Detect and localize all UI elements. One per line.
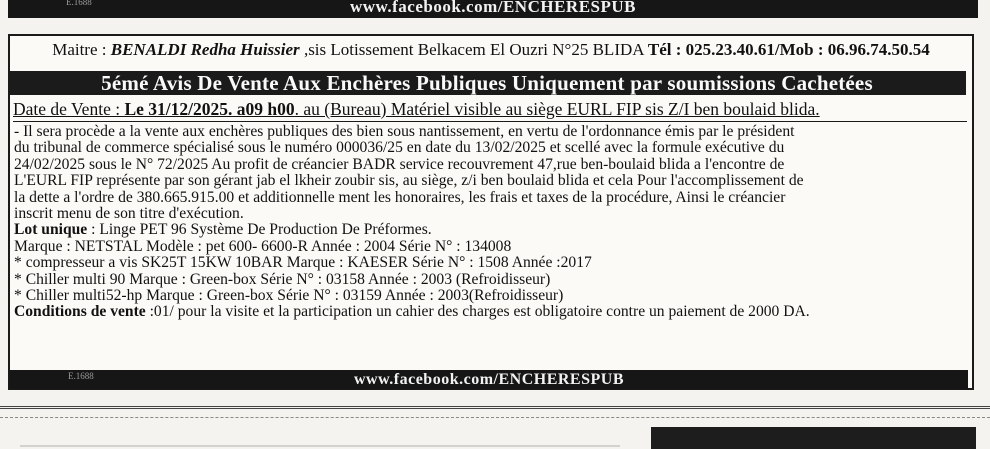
- top-banner: [8, 0, 978, 18]
- next-section-header-block: [651, 427, 976, 449]
- top-banner-url[interactable]: www.facebook.com/ENCHERESPUB: [349, 0, 636, 16]
- conditions-text: :01/ pour la visite et la participation un cahier des charges est obligatoire contre un paiement de 2000 DA.: [145, 303, 810, 321]
- body-line: du tribunal de commerce spécialisé sous le numéro 000036/25 en date du 13/02/2025 et scellé avec la formule exécutive du: [14, 139, 785, 157]
- conditions-line: [14, 304, 968, 320]
- tel-number: 025.23.40.61: [685, 40, 775, 59]
- bottom-banner-ref: E.1688: [68, 371, 94, 381]
- item-line: * Chiller multi 90 Marque : Green-box Série N° : 03158 Année : 2003 (Refroidisseur): [14, 270, 551, 288]
- body-line: L'EURL FIP représente par son gérant jab el lkheir zoubir sis, au siège, z/i ben boulaid blida et cela Pour l'accomplissement de: [14, 172, 804, 190]
- item-line: * compresseur a vis SK25T 15KW 10BAR Marque : KAESER Série N° : 1508 Année :2017: [14, 254, 592, 272]
- sale-date-label: Date de Vente :: [13, 99, 125, 119]
- notice-body: [14, 124, 968, 321]
- lot-text: : Linge PET 96 Système De Production De Préformes.: [87, 221, 432, 239]
- item-line: * Chiller multi52-hp Marque : Green-box Série N° : 03159 Année : 2003(Refroidisseur): [14, 287, 564, 305]
- conditions-label: Conditions de vente: [14, 303, 146, 321]
- next-section-edge: [20, 429, 620, 447]
- item-line: Marque : NETSTAL Modèle : pet 600- 6600-R Année : 2004 Série N° : 134008: [14, 237, 512, 255]
- bottom-banner: [10, 370, 968, 389]
- sale-date-line: [13, 98, 967, 122]
- bailiff-name: BENALDI Redha Huissier: [110, 40, 300, 59]
- sale-date-value: Le 31/12/2025. a09 h00: [124, 99, 295, 119]
- top-banner-ref: E.1688: [66, 0, 92, 7]
- maitre-label: Maitre :: [52, 40, 111, 59]
- body-line: 24/02/2025 sous le N° 72/2025 Au profit de créancier BADR service recouvrement 47,rue ben-boulaid blida a l'encontre de: [14, 155, 785, 173]
- lot-label: Lot unique: [14, 221, 88, 239]
- tel-label: Tél :: [647, 40, 686, 59]
- sale-date-location: . au (Bureau) Matériel visible au siège EURL FIP sis Z/I ben boulaid blida.: [294, 99, 820, 119]
- bailiff-header: [10, 40, 972, 60]
- bailiff-address: ,sis Lotissement Belkacem El Ouzri N°25 BLIDA: [299, 40, 648, 59]
- lot-line: [14, 222, 968, 238]
- mob-number: 06.96.74.50.54: [827, 40, 930, 59]
- body-line: - Il sera procède a la vente aux enchères publiques des bien sous nantissement, en vertu de l'ordonnance émis par le président: [14, 123, 795, 140]
- notice-title: 5émé Avis De Vente Aux Enchères Publiques Uniquement par soumissions Cachetées: [8, 71, 966, 95]
- page-footer-strip: [0, 406, 990, 443]
- body-line: la dette a l'ordre de 380.665.915.00 et additionnelle ment les honoraires, les frais et taxes de la procédure, Ainsi le créancier: [14, 188, 786, 206]
- body-line: inscrit menu de son titre d'exécution.: [14, 205, 244, 223]
- cut-line-divider: [0, 417, 990, 418]
- bottom-banner-url[interactable]: www.facebook.com/ENCHERESPUB: [353, 370, 624, 388]
- mob-label: /Mob :: [774, 40, 828, 59]
